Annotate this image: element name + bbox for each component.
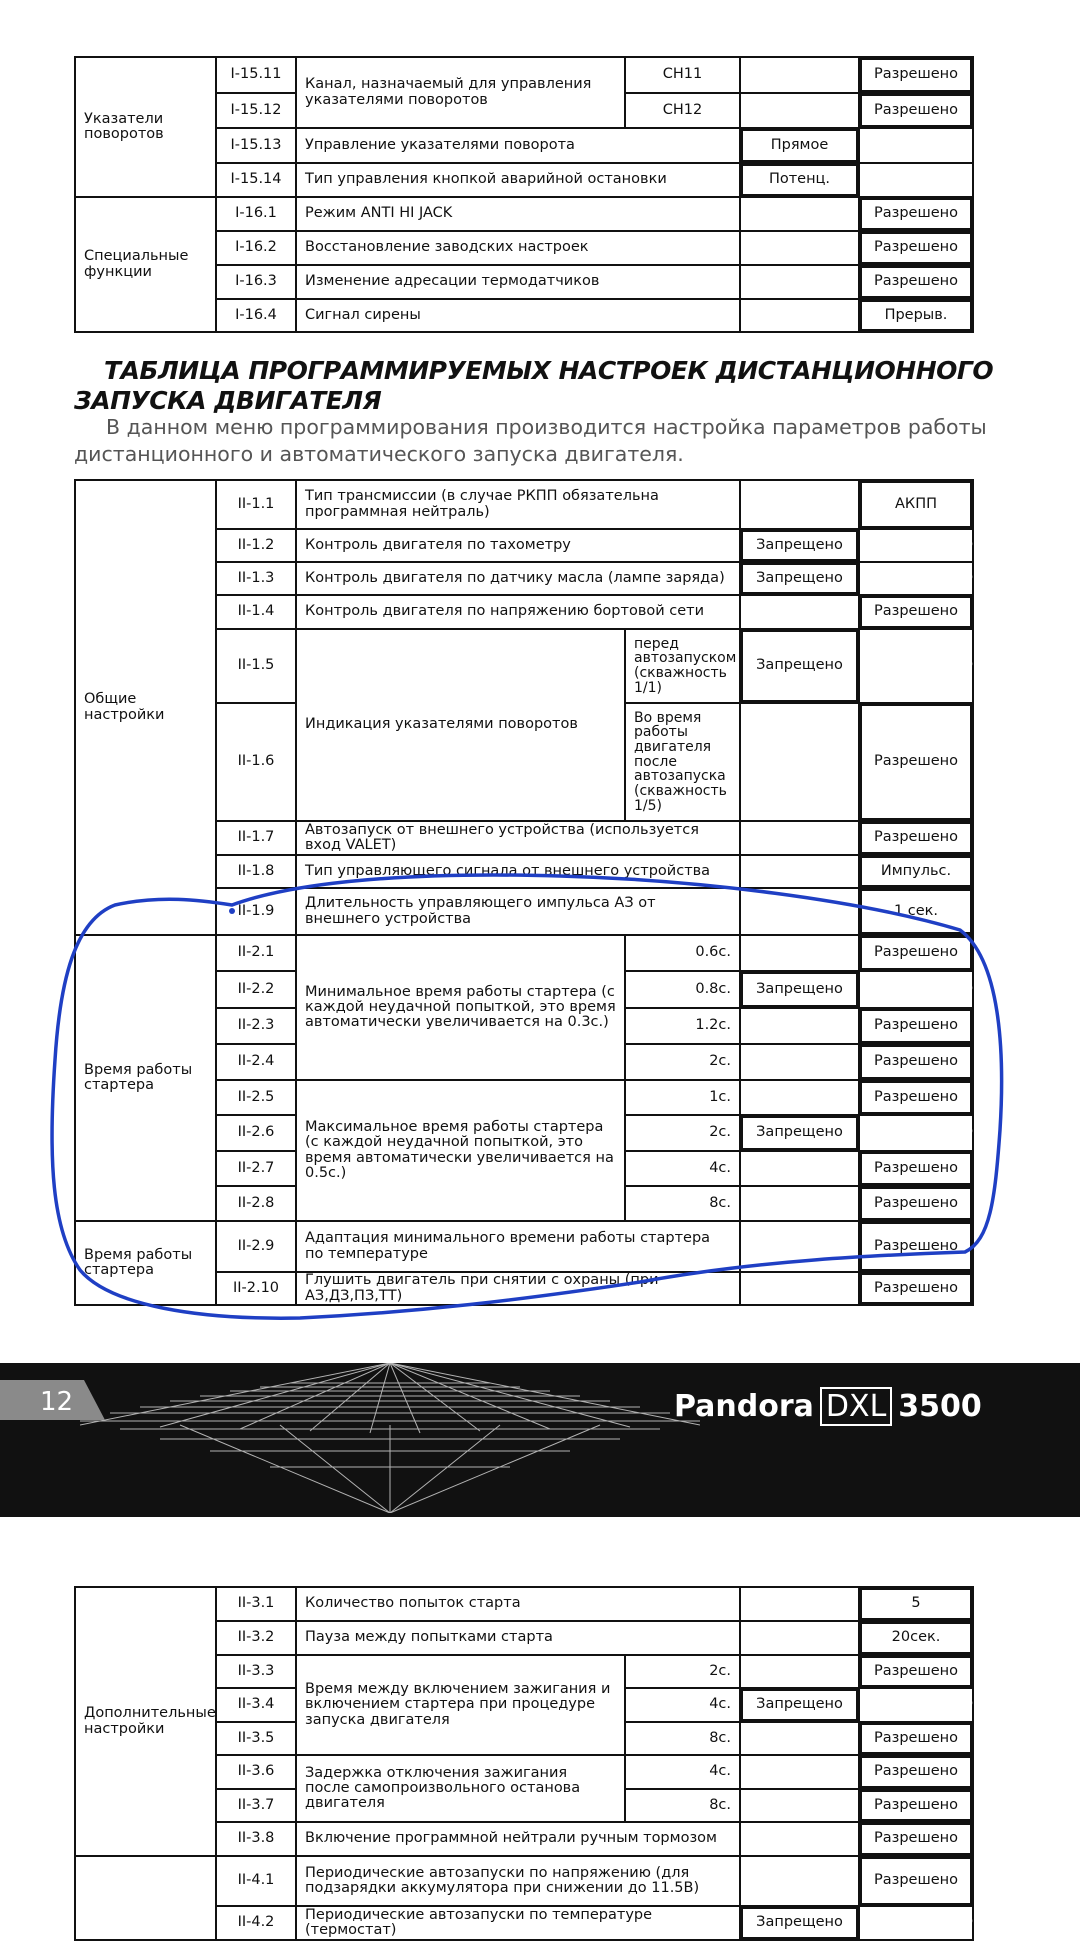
value-default: Запрещено bbox=[740, 529, 859, 562]
value-alt: Разрешено bbox=[859, 1221, 973, 1272]
row-duration: 0.8с. bbox=[625, 971, 740, 1008]
row-description: Индикация указателями поворотов bbox=[296, 629, 625, 821]
value-alt: РАЗРЕШЕНО bbox=[859, 1115, 973, 1151]
row-code: II-3.1 bbox=[216, 1587, 296, 1621]
row-duration: 2с. bbox=[625, 1655, 740, 1688]
row-code: II-3.5 bbox=[216, 1722, 296, 1755]
row-code: II-1.4 bbox=[216, 595, 296, 629]
value-alt: Разрешено bbox=[859, 57, 973, 93]
section-general-settings: Общие настройки bbox=[75, 480, 216, 935]
row-duration: 1.2с. bbox=[625, 1008, 740, 1044]
value-alt: Разрешено bbox=[859, 1186, 973, 1221]
value-default: ЗАПРЕЩЕНО bbox=[740, 93, 859, 128]
value-default: ПОТЕНЦ. bbox=[740, 855, 859, 888]
section-additional-settings: Дополнительные настройки bbox=[75, 1587, 216, 1856]
row-code: I-15.14 bbox=[216, 163, 296, 197]
value-default: ЗАПРЕЩЕНО bbox=[740, 1789, 859, 1822]
value-default: Прямое bbox=[740, 128, 859, 163]
row-code: II-2.7 bbox=[216, 1151, 296, 1186]
row-description: Управление указателями поворота bbox=[296, 128, 740, 163]
value-default: ЗАПРЕЩЕНО bbox=[740, 1221, 859, 1272]
value-alt: Разрешено bbox=[859, 197, 973, 231]
value-default: 10СЕК. bbox=[740, 1621, 859, 1655]
row-mode: перед автозапуском (скважность 1/1) bbox=[625, 629, 740, 703]
value-default: ЗАПРЕЩЕНО bbox=[740, 197, 859, 231]
row-code: II-4.1 bbox=[216, 1856, 296, 1906]
row-description: Тип управляющего сигнала от внешнего устройства bbox=[296, 855, 740, 888]
brand-mark: DXL bbox=[820, 1387, 892, 1426]
row-code: II-1.5 bbox=[216, 629, 296, 703]
row-description: Тип трансмиссии (в случае РКПП обязательна программная нейтраль) bbox=[296, 480, 740, 529]
row-description: Периодические автозапуски по температуре (термостат) bbox=[296, 1906, 740, 1940]
row-code: I-16.1 bbox=[216, 197, 296, 231]
value-alt: Разрешено bbox=[859, 1008, 973, 1044]
brand-name: Pandora bbox=[674, 1389, 814, 1424]
brand-model: 3500 bbox=[898, 1389, 982, 1424]
row-code: II-3.7 bbox=[216, 1789, 296, 1822]
row-code: II-2.2 bbox=[216, 971, 296, 1008]
row-duration: 4с. bbox=[625, 1151, 740, 1186]
row-description: Задержка отключения зажигания после самопроизвольного останова двигателя bbox=[296, 1755, 625, 1822]
heading-line-2: ЗАПУСКА ДВИГАТЕЛЯ bbox=[74, 386, 382, 415]
row-channel: CH11 bbox=[625, 57, 740, 93]
row-code: II-1.7 bbox=[216, 821, 296, 855]
row-code: I-15.13 bbox=[216, 128, 296, 163]
value-default: ЗАПРЕЩЕНО bbox=[740, 1856, 859, 1906]
row-duration: 1с. bbox=[625, 1080, 740, 1115]
value-alt: Разрешено bbox=[859, 1044, 973, 1080]
value-alt: Разрешено bbox=[859, 1722, 973, 1755]
row-description: Периодические автозапуски по напряжению (для подзарядки аккумулятора при снижении до 11.5В) bbox=[296, 1856, 740, 1906]
value-default: ЗАПРЕЩЕНО bbox=[740, 1151, 859, 1186]
row-description: Сигнал сирены bbox=[296, 299, 740, 332]
row-code: II-4.2 bbox=[216, 1906, 296, 1940]
turn-signals-special-table bbox=[74, 56, 974, 333]
row-code: II-2.4 bbox=[216, 1044, 296, 1080]
value-alt: РАЗРЕШЕНО bbox=[859, 1688, 973, 1722]
value-default: ЗАПРЕЩЕНО bbox=[740, 1186, 859, 1221]
row-duration: 0.6с. bbox=[625, 935, 740, 971]
value-alt: 20сек. bbox=[859, 1621, 973, 1655]
row-mode: Во время работы двигателя после автозапуска (скважность 1/5) bbox=[625, 703, 740, 821]
value-alt: РАЗРЕШЕНО bbox=[859, 971, 973, 1008]
section-turn-signals: Указатели поворотов bbox=[75, 57, 216, 197]
value-alt: Разрешено bbox=[859, 1789, 973, 1822]
row-description: Изменение адресации термодатчиков bbox=[296, 265, 740, 299]
row-code: II-1.6 bbox=[216, 703, 296, 821]
row-code: II-1.2 bbox=[216, 529, 296, 562]
row-duration: 8с. bbox=[625, 1789, 740, 1822]
page-footer-band bbox=[0, 1363, 1080, 1517]
row-code: II-3.4 bbox=[216, 1688, 296, 1722]
row-channel: CH12 bbox=[625, 93, 740, 128]
value-default: Запрещено bbox=[740, 1688, 859, 1722]
row-code: II-1.8 bbox=[216, 855, 296, 888]
value-default: ЗАПРЕЩЕНО bbox=[740, 1822, 859, 1856]
value-alt: Разрешено bbox=[859, 1856, 973, 1906]
value-alt: КНОПКОЙ bbox=[859, 128, 973, 163]
row-description: Автозапуск от внешнего устройства (используется вход VALET) bbox=[296, 821, 740, 855]
row-duration: 4с. bbox=[625, 1688, 740, 1722]
value-default: ПОСТОЯН. bbox=[740, 299, 859, 332]
value-default: ЗАПРЕЩЕНО bbox=[740, 821, 859, 855]
row-description: Пауза между попытками старта bbox=[296, 1621, 740, 1655]
section-special-functions: Специальные функции bbox=[75, 197, 216, 332]
value-alt: Разрешено bbox=[859, 265, 973, 299]
value-alt: РАЗРЕШЕНО bbox=[859, 1906, 973, 1940]
row-code: II-1.3 bbox=[216, 562, 296, 595]
row-description: Время между включением зажигания и включением стартера при процедуре запуска двигателя bbox=[296, 1655, 625, 1755]
value-default: Потенц. bbox=[740, 163, 859, 197]
row-code: II-2.1 bbox=[216, 935, 296, 971]
row-description: Глушить двигатель при снятии с охраны (при АЗ,ДЗ,ПЗ,ТТ) bbox=[296, 1272, 740, 1305]
row-code: II-2.5 bbox=[216, 1080, 296, 1115]
row-description: Минимальное время работы стартера (с каждой неудачной попыткой, это время автоматически увеличивается на 0.3с.) bbox=[296, 935, 625, 1080]
row-description: Контроль двигателя по датчику масла (лампе заряда) bbox=[296, 562, 740, 595]
value-alt: Разрешено bbox=[859, 595, 973, 629]
row-code: II-1.9 bbox=[216, 888, 296, 935]
row-description: Длительность управляющего импульса АЗ от внешнего устройства bbox=[296, 888, 740, 935]
row-description: Контроль двигателя по тахометру bbox=[296, 529, 740, 562]
value-alt: Разрешено bbox=[859, 1272, 973, 1305]
row-description: Контроль двигателя по напряжению бортовой сети bbox=[296, 595, 740, 629]
value-alt: Импульс. bbox=[859, 855, 973, 888]
value-default: ЗАПРЕЩЕНО bbox=[740, 1272, 859, 1305]
row-description: Восстановление заводских настроек bbox=[296, 231, 740, 265]
value-alt: Разрешено bbox=[859, 1755, 973, 1789]
row-description: Адаптация минимального времени работы стартера по температуре bbox=[296, 1221, 740, 1272]
row-duration: 8с. bbox=[625, 1186, 740, 1221]
row-code: II-3.2 bbox=[216, 1621, 296, 1655]
value-alt: Разрешено bbox=[859, 821, 973, 855]
row-description: Канал, назначаемый для управления указателями поворотов bbox=[296, 57, 625, 128]
row-duration: 4с. bbox=[625, 1755, 740, 1789]
row-duration: 2с. bbox=[625, 1115, 740, 1151]
heading-line-1: ТАБЛИЦА ПРОГРАММИРУЕМЫХ НАСТРОЕК ДИСТАНЦИОННОГО bbox=[104, 356, 994, 385]
row-code: I-15.12 bbox=[216, 93, 296, 128]
brand-logo bbox=[674, 1387, 982, 1426]
value-alt: Разрешено bbox=[859, 1822, 973, 1856]
value-default: ЗАПРЕЩЕНО bbox=[740, 1722, 859, 1755]
value-default: Запрещено bbox=[740, 1906, 859, 1940]
remote-start-settings-table bbox=[74, 479, 974, 1306]
value-alt: РАЗРЕШЕНО bbox=[859, 562, 973, 595]
value-default: ЗАПРЕЩЕНО bbox=[740, 595, 859, 629]
row-duration: 8с. bbox=[625, 1722, 740, 1755]
row-code: II-3.3 bbox=[216, 1655, 296, 1688]
value-alt: Разрешено bbox=[859, 703, 973, 821]
value-alt: АКПП bbox=[859, 480, 973, 529]
row-description: Режим ANTI HI JACK bbox=[296, 197, 740, 231]
value-default: ЗАПРЕЩЕНО bbox=[740, 1755, 859, 1789]
row-description: Максимальное время работы стартера (с каждой неудачной попыткой, это время автоматически увеличивается на 0.5с.) bbox=[296, 1080, 625, 1221]
value-alt: Разрешено bbox=[859, 93, 973, 128]
value-alt: РАЗРЕШЕНО bbox=[859, 529, 973, 562]
section-heading bbox=[74, 356, 1014, 416]
row-duration: 2с. bbox=[625, 1044, 740, 1080]
value-default: Запрещено bbox=[740, 629, 859, 703]
row-code: II-3.8 bbox=[216, 1822, 296, 1856]
section-periodic-autostart bbox=[75, 1856, 216, 1940]
row-code: II-2.6 bbox=[216, 1115, 296, 1151]
row-code: I-16.4 bbox=[216, 299, 296, 332]
row-description: Тип управления кнопкой аварийной остановки bbox=[296, 163, 740, 197]
intro-paragraph: В данном меню программирования производится настройка параметров работы дистанционного и автоматического запуска двигателя. bbox=[74, 415, 987, 466]
value-default: ЗАПРЕЩЕНО bbox=[740, 935, 859, 971]
section-starter-time: Время работы стартера bbox=[75, 935, 216, 1221]
value-default: 3 bbox=[740, 1587, 859, 1621]
value-alt: Разрешено bbox=[859, 231, 973, 265]
value-default: ЗАПРЕЩЕНО bbox=[740, 703, 859, 821]
value-alt: Разрешено bbox=[859, 1655, 973, 1688]
row-code: II-2.9 bbox=[216, 1221, 296, 1272]
value-default: 4 СЕК. bbox=[740, 888, 859, 935]
value-alt: Прерыв. bbox=[859, 299, 973, 332]
value-default: РКПП bbox=[740, 480, 859, 529]
row-description: Количество попыток старта bbox=[296, 1587, 740, 1621]
row-code: II-1.1 bbox=[216, 480, 296, 529]
page-number: 12 bbox=[40, 1387, 74, 1417]
value-default: ЗАПРЕЩЕНО bbox=[740, 1044, 859, 1080]
value-default: ЗАПРЕЩЕНО bbox=[740, 57, 859, 93]
row-code: II-2.8 bbox=[216, 1186, 296, 1221]
perspective-grid-graphic bbox=[80, 1363, 700, 1513]
value-alt: ИМПУЛЬС. bbox=[859, 163, 973, 197]
row-code: I-16.3 bbox=[216, 265, 296, 299]
additional-settings-table bbox=[74, 1586, 974, 1941]
row-code: I-16.2 bbox=[216, 231, 296, 265]
row-code: II-3.6 bbox=[216, 1755, 296, 1789]
value-alt: Разрешено bbox=[859, 935, 973, 971]
value-default: ЗАПРЕЩЕНО bbox=[740, 1080, 859, 1115]
value-default: ЗАПРЕЩЕНО bbox=[740, 231, 859, 265]
row-code: II-2.10 bbox=[216, 1272, 296, 1305]
value-alt: 1 сек. bbox=[859, 888, 973, 935]
value-alt: Разрешено bbox=[859, 1080, 973, 1115]
row-code: I-15.11 bbox=[216, 57, 296, 93]
row-code: II-2.3 bbox=[216, 1008, 296, 1044]
value-default: ЗАПРЕЩЕНО bbox=[740, 1655, 859, 1688]
value-alt: Разрешено bbox=[859, 1151, 973, 1186]
manual-page-12 bbox=[0, 1517, 1080, 1938]
section-starter-time-2: Время работы стартера bbox=[75, 1221, 216, 1305]
row-description: Включение программной нейтрали ручным тормозом bbox=[296, 1822, 740, 1856]
value-alt: РАЗРЕШЕНО bbox=[859, 629, 973, 703]
value-default: Запрещено bbox=[740, 971, 859, 1008]
value-default: ЗАПРЕЩЕНО bbox=[740, 1008, 859, 1044]
value-default: ЗАПРЕЩЕНО bbox=[740, 265, 859, 299]
value-default: Запрещено bbox=[740, 1115, 859, 1151]
value-default: Запрещено bbox=[740, 562, 859, 595]
value-alt: 5 bbox=[859, 1587, 973, 1621]
